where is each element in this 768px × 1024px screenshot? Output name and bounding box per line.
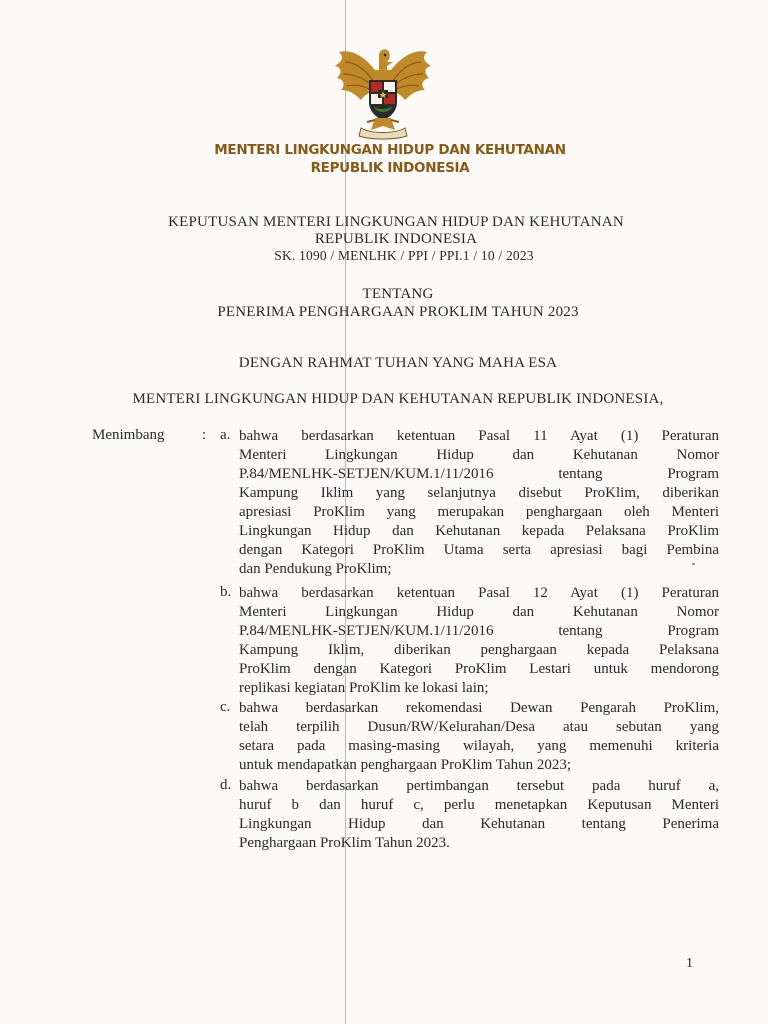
item-letter: b. <box>220 584 232 600</box>
item-line: huruf b dan huruf c, perlu menetapkan Keputusan Menteri <box>239 797 719 813</box>
item-line: bahwa berdasarkan ketentuan Pasal 11 Ayat (1) Peraturan <box>239 428 719 444</box>
authority-line: MENTERI LINGKUNGAN HIDUP DAN KEHUTANAN REPUBLIK INDONESIA, <box>132 391 664 407</box>
page-number: 1 <box>686 956 693 971</box>
item-line: Menteri Lingkungan Hidup dan Kehutanan Nomor <box>239 447 719 463</box>
item-line: Kampung Iklim yang selanjutnya disebut ProKlim, diberikan <box>239 485 719 501</box>
item-line: dan Pendukung ProKlim; <box>239 561 392 577</box>
item-line: ProKlim dengan Kategori ProKlim Lestari untuk mendorong <box>239 661 719 677</box>
menimbang-colon: : <box>202 427 207 443</box>
item-line: P.84/MENLHK-SETJEN/KUM.1/11/2016 tentang Program <box>239 466 719 482</box>
item-line: bahwa berdasarkan ketentuan Pasal 12 Ayat (1) Peraturan <box>239 585 719 601</box>
ministry-name-line1: MENTERI LINGKUNGAN HIDUP DAN KEHUTANAN <box>214 142 566 158</box>
item-line: P.84/MENLHK-SETJEN/KUM.1/11/2016 tentang Program <box>239 623 719 639</box>
invocation: DENGAN RAHMAT TUHAN YANG MAHA ESA <box>238 355 558 371</box>
item-letter: a. <box>220 427 231 443</box>
item-line: setara pada masing-masing wilayah, yang memenuhi kriteria <box>239 738 719 754</box>
item-line: Menteri Lingkungan Hidup dan Kehutanan Nomor <box>239 604 719 620</box>
item-line: untuk mendapatkan penghargaan ProKlim Tahun 2023; <box>239 757 572 773</box>
decree-title-line1: KEPUTUSAN MENTERI LINGKUNGAN HIDUP DAN KEHUTANAN <box>168 214 624 230</box>
garuda-emblem-icon <box>331 40 435 140</box>
item-letter: d. <box>220 777 232 793</box>
decree-subject: PENERIMA PENGHARGAAN PROKLIM TAHUN 2023 <box>217 304 579 320</box>
decree-title-line2: REPUBLIK INDONESIA <box>314 231 478 247</box>
about-label: TENTANG <box>362 286 434 302</box>
item-line: bahwa berdasarkan rekomendasi Dewan Pengarah ProKlim, <box>239 700 719 716</box>
scan-speck <box>692 563 695 565</box>
item-line: Penghargaan ProKlim Tahun 2023. <box>239 835 450 851</box>
item-line: apresiasi ProKlim yang merupakan penghargaan oleh Menteri <box>239 504 719 520</box>
item-line: dengan Kategori ProKlim Utama serta apresiasi bagi Pembina <box>239 542 719 558</box>
item-line: telah terpilih Dusun/RW/Kelurahan/Desa atau sebutan yang <box>239 719 719 735</box>
item-letter: c. <box>220 699 231 715</box>
item-line: bahwa berdasarkan pertimbangan tersebut pada huruf a, <box>239 778 719 794</box>
item-line: Lingkungan Hidup dan Kehutanan kepada Pelaksana ProKlim <box>239 523 719 539</box>
ministry-name-line2: REPUBLIK INDONESIA <box>310 160 470 176</box>
item-line: Lingkungan Hidup dan Kehutanan tentang Penerima <box>239 816 719 832</box>
item-line: replikasi kegiatan ProKlim ke lokasi lain; <box>239 680 489 696</box>
menimbang-label: Menimbang <box>92 427 165 443</box>
decree-number: SK. 1090 / MENLHK / PPI / PPI.1 / 10 / 2023 <box>274 248 534 263</box>
item-line: Kampung Iklim, diberikan penghargaan kepada Pelaksana <box>239 642 719 658</box>
